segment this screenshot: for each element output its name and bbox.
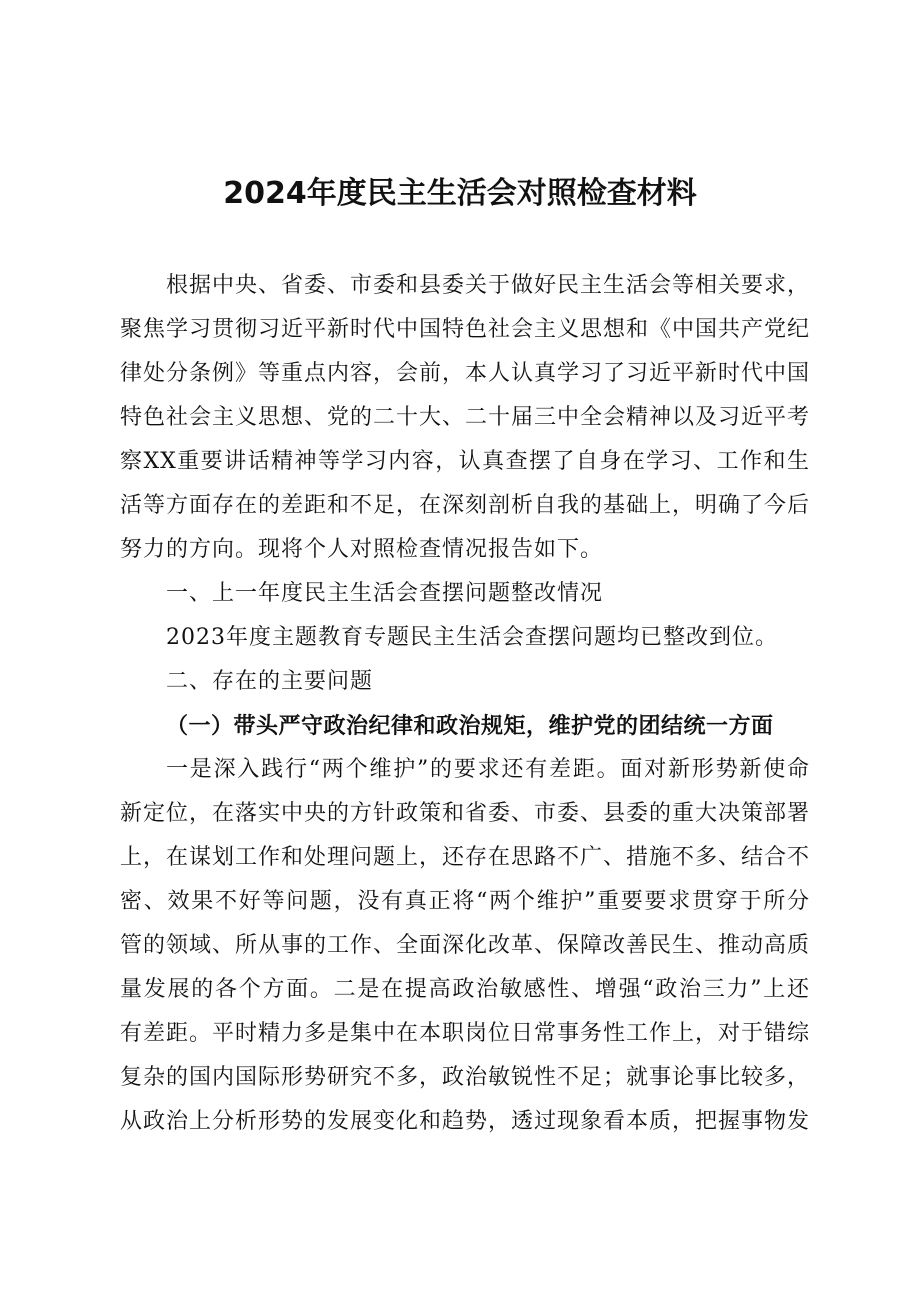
intro-paragraph: 根据中央、省委、市委和县委关于做好民主生活会等相关要求，聚焦学习贯彻习近平新时代中国特色社会主义思想和《中国共产党纪律处分条例》等重点内容，会前，本人认真学习了习近平新时代中国特色社会主义思想、党的二十大、二十届三中全会精神以及习近平考察XX重要讲话精神等学习内容，认真查摆了自身在学习、工作和生活等方面存在的差距和不足，在深刻剖析自我的基础上，明确了今后努力的方向。现将个人对照检查情况报告如下。 [120, 273, 811, 562]
subsection-1-heading: （一）带头严守政治纪律和政治规矩，维护党的团结统一方面 [166, 713, 774, 739]
document-title: 2024年度民主生活会对照检查材料 [223, 176, 697, 211]
section-2-heading: 二、存在的主要问题 [166, 669, 374, 694]
document-body [120, 264, 810, 1144]
section-1-heading: 一、上一年度民主生活会查摆问题整改情况 [166, 581, 604, 606]
section-1-paragraph: 2023年度主题教育专题民主生活会查摆问题均已整改到位。 [166, 625, 778, 650]
subsection-1-paragraph: 一是深入践行“两个维护”的要求还有差距。面对新形势新使命新定位，在落实中央的方针政策和省委、市委、县委的重大决策部署上，在谋划工作和处理问题上，还存在思路不广、措施不多、结合不密、效果不好等问题，没有真正将“两个维护”重要要求贯穿于所分管的领域、所从事的工作、全面深化改革、保障改善民生、推动高质量发展的各个方面。二是在提高政治敏感性、增强“政治三力”上还有差距。平时精力多是集中在本职岗位日常事务性工作上，对于错综复杂的国内国际形势研究不多，政治敏锐性不足；就事论事比较多，从政治上分析形势的发展变化和趋势，透过现象看本质，把握事物发 [120, 757, 811, 1134]
